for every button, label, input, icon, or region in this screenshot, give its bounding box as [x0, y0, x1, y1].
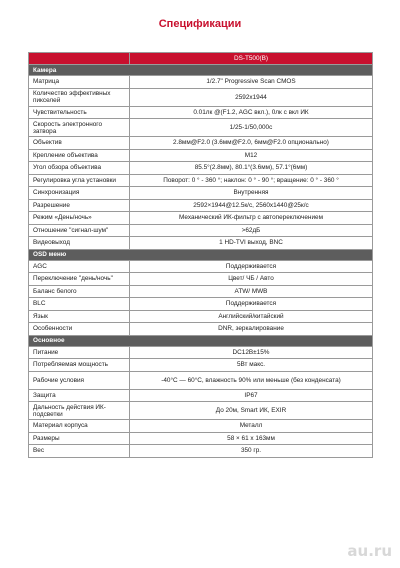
spec-row	[29, 106, 373, 119]
spec-value: 1 HD-TVI выход, BNC	[130, 237, 373, 250]
spec-label: Синхронизация	[29, 187, 130, 200]
spec-row	[29, 187, 373, 200]
spec-label: Регулировка угла установки	[29, 174, 130, 187]
spec-label: Дальность действия ИК-подсветки	[29, 402, 130, 420]
spec-value: Металл	[130, 420, 373, 433]
spec-label: Питание	[29, 346, 130, 359]
spec-label: Размеры	[29, 432, 130, 445]
spec-row	[29, 88, 373, 106]
spec-label: Видеовыход	[29, 237, 130, 250]
spec-row	[29, 420, 373, 433]
spec-value: До 20м, Smart ИК, EXIR	[130, 402, 373, 420]
page-title: Спецификации	[158, 18, 242, 30]
spec-value: Механический ИК-фильтр с автопереключением	[130, 212, 373, 225]
spec-row	[29, 212, 373, 225]
spec-value: DC12В±15%	[130, 346, 373, 359]
spec-row	[29, 273, 373, 286]
spec-row	[29, 298, 373, 311]
spec-value: 2592×1944@12.5к/с, 2560x1440@25к/с	[130, 199, 373, 212]
spec-row	[29, 76, 373, 89]
spec-label: Разрешение	[29, 199, 130, 212]
spec-row	[29, 174, 373, 187]
spec-value: IP67	[130, 389, 373, 402]
spec-label: Угол обзора объектива	[29, 162, 130, 175]
spec-row	[29, 432, 373, 445]
spec-row	[29, 199, 373, 212]
spec-label: Материал корпуса	[29, 420, 130, 433]
spec-label: Количество эффективных пикселей	[29, 88, 130, 106]
spec-value: >62дБ	[130, 224, 373, 237]
section-title: OSD меню	[29, 249, 373, 260]
spec-value: Поворот: 0 ° - 360 °; наклон: 0 ° - 90 °; вращение: 0 ° - 360 °	[130, 174, 373, 187]
spec-row	[29, 359, 373, 372]
spec-row	[29, 119, 373, 137]
spec-label: Чувствительность	[29, 106, 130, 119]
spec-row	[29, 260, 373, 273]
watermark: au.ru	[347, 542, 392, 560]
spec-label: Режим «День/ночь»	[29, 212, 130, 225]
spec-value: 0.01лк @(F1.2, AGC вкл.), 0лк с вкл ИК	[130, 106, 373, 119]
spec-value: ATW/ MWB	[130, 285, 373, 298]
spec-label: Особенности	[29, 323, 130, 336]
section-title: Камера	[29, 65, 373, 76]
spec-label: AGC	[29, 260, 130, 273]
spec-value: 2.8мм@F2.0 (3.6мм@F2.0, 6мм@F2.0 опционально)	[130, 137, 373, 150]
spec-value: 2592x1944	[130, 88, 373, 106]
spec-label: Объектив	[29, 137, 130, 150]
spec-row	[29, 237, 373, 250]
spec-label: BLC	[29, 298, 130, 311]
spec-value: Цвет/ ЧБ / Авто	[130, 273, 373, 286]
spec-label: Потребляемая мощность	[29, 359, 130, 372]
section-title: Основное	[29, 335, 373, 346]
spec-table	[28, 52, 373, 458]
spec-label: Матрица	[29, 76, 130, 89]
spec-row	[29, 323, 373, 336]
spec-label: Рабочие условия	[29, 371, 130, 389]
spec-row	[29, 137, 373, 150]
model-name: DS-T500(B)	[130, 53, 373, 65]
spec-row	[29, 149, 373, 162]
spec-value: 5Вт макс.	[130, 359, 373, 372]
spec-row	[29, 371, 373, 389]
spec-value: Поддерживается	[130, 298, 373, 311]
spec-label: Вес	[29, 445, 130, 458]
model-row-blank	[29, 53, 130, 65]
model-row	[29, 53, 373, 65]
spec-row	[29, 402, 373, 420]
spec-value: 350 гр.	[130, 445, 373, 458]
spec-value: Английский/китайский	[130, 310, 373, 323]
spec-value: M12	[130, 149, 373, 162]
spec-value: -40°C — 60°C, влажность 90% или меньше (без конденсата)	[130, 371, 373, 389]
spec-row	[29, 285, 373, 298]
spec-row	[29, 389, 373, 402]
spec-value: 85.5°(2.8мм), 80.1°(3.6мм), 57.1°(6мм)	[130, 162, 373, 175]
spec-row	[29, 310, 373, 323]
spec-label: Защита	[29, 389, 130, 402]
spec-label: Язык	[29, 310, 130, 323]
spec-value: DNR, зеркалирование	[130, 323, 373, 336]
section-header-general	[29, 335, 373, 346]
spec-label: Баланс белого	[29, 285, 130, 298]
spec-row	[29, 224, 373, 237]
spec-value: 58 × 61 x 163мм	[130, 432, 373, 445]
spec-row	[29, 162, 373, 175]
spec-row	[29, 445, 373, 458]
spec-value: 1/25-1/50,000с	[130, 119, 373, 137]
spec-row	[29, 346, 373, 359]
spec-label: Скорость электронного затвора	[29, 119, 130, 137]
spec-value: Внутренняя	[130, 187, 373, 200]
spec-label: Отношение "сигнал-шум"	[29, 224, 130, 237]
spec-value: 1/2.7" Progressive Scan CMOS	[130, 76, 373, 89]
spec-label: Переключение "день/ночь"	[29, 273, 130, 286]
spec-label: Крепление объектива	[29, 149, 130, 162]
spec-value: Поддерживается	[130, 260, 373, 273]
section-header-camera	[29, 65, 373, 76]
section-header-osd	[29, 249, 373, 260]
